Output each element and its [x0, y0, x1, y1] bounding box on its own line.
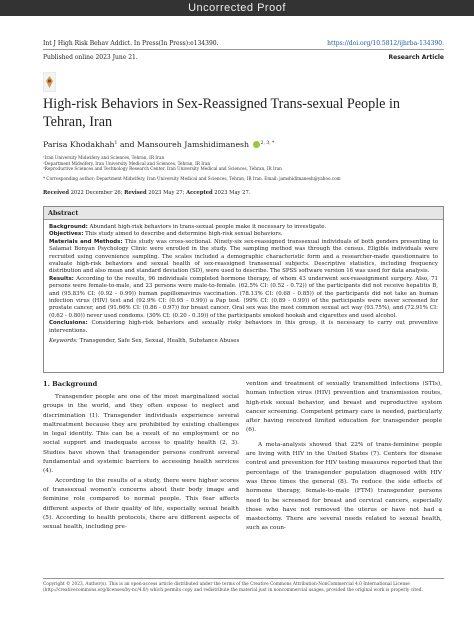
author-1: Parisa Khodakhah	[43, 140, 115, 149]
results-label: Results:	[49, 275, 74, 282]
right-column	[246, 380, 442, 534]
affiliation-1: ¹Iran University Midwifery and Sciences, Tehran, IR Iran	[43, 155, 165, 160]
publication-line	[43, 54, 444, 61]
revised-date: 2023 May 27;	[146, 190, 187, 196]
orcid-icon[interactable]	[253, 141, 260, 148]
header-rule	[43, 49, 444, 50]
keywords-label: Keywords:	[49, 338, 78, 345]
conclusions-label: Conclusions:	[49, 320, 88, 327]
abstract-keywords	[49, 338, 438, 345]
abstract-methods	[49, 239, 438, 276]
abstract-body	[44, 220, 443, 346]
objectives-text: This study aimed to describe and determine high-risk sexual behaviors.	[83, 231, 283, 238]
affiliation-2: ²Department Midwifery, Iran University Medical and Sciences, Tehran, IR Iran	[43, 160, 211, 166]
left-column	[43, 393, 239, 532]
paragraph: Transgender people are one of the most marginalized social groups in the world, and they often expose to neglect and discrimination (1). Transgender individuals experience several maltreatment because they are prohibited by existing challenges in legal identity. This can be a result of no employment or no social support and inadequate access to quality health (2, 3). Studies have shown that transgender persons confront several fundamental and systemic barriers to accessing health services (4).	[43, 394, 239, 475]
background-label: Background:	[49, 224, 88, 230]
revised-label: Revised	[124, 190, 147, 196]
accepted-label: Accepted	[186, 190, 213, 196]
author-conjunction: and	[117, 140, 137, 149]
paragraph: vention and treatment of sexually transmitted infections (STIs), human infection virus (HIV) prevention and transmission routes, high-risk sexual behavior, and breast and reproductive system cancer screening. Competent primary care is needed, particularly after having received limited education for transgender people (6).	[246, 381, 442, 434]
paragraph: According to the results of a study, there were higher scores of transsexual women's concerns about their body image and feminine role compared to normal people. This fear affects different aspects of their quality of life, especially sexual health (5). According to health protocols, there are different aspects of sexual health, including pre-	[43, 477, 239, 531]
received-date: 2022 December 26;	[68, 190, 125, 196]
published-date: Published online 2023 June 21.	[43, 54, 138, 61]
abstract-background	[49, 224, 438, 231]
accepted-date: 2023 May 27.	[212, 190, 251, 196]
author-2-affiliation: 2, 3, *	[260, 141, 275, 146]
results-text: According to the results, 96 individuals completed hormone therapy, of whom 43 underwent sex-reassignment surgery. Also, 71 persons were female-to-male, and 23 persons were male-to-female. (62.5% CI: (0.52 - 0.72)) of the participants did not receive hepatitis B, and (95.83% CI: (0.92 - 0.99)) human papillomavirus vaccination. (78.13% CI: (0.68 - 0.85)) of the participants did not take an human infection virus (HIV) test and (92.9% CI: (0.95 - 0.99)) a Pap test. (99% CI: (0.89 - 0.99)) of the participants were never screened for prostate cancer, and (91.66% CI: (0.86 - 0.97)) for breast cancer. Oral sex was the most common sexual act way (93.75%), and (72.91% CI: (0.62 - 0.80)) never used condoms. (30% CI: (0.20 - 0.39)) of the participants smoked hookah and cigarettes and used alcohol.	[49, 275, 438, 319]
article-title: High-risk Behaviors in Sex-Reassigned Trans-sexual People in Tehran, Iran	[43, 96, 401, 130]
received-label: Received	[43, 190, 69, 196]
conclusions-text: Considering high-risk behaviors and sexually risky behaviors in this group, it is necessary to carry out preventive interventions.	[49, 320, 438, 334]
copyright-notice: Copyright © 2023, Author(s). This is an open-access article distributed under the terms of the Creative Commons Attribution-NonCommercial 4.0 International License (http://creativecommons.org/licenses/by-nc/4.0/) which permits copy and redistribute the material just in noncommercial usages, provided the original work is properly cited.	[43, 582, 423, 593]
objectives-label: Objectives:	[49, 231, 84, 238]
section-heading: 1. Background	[43, 380, 98, 388]
methods-label: Materials and Methods:	[49, 238, 123, 245]
keywords-text: Transgender, Safe Sex, Sexual, Health, Substance Abuses	[77, 338, 240, 345]
article-dates	[43, 190, 250, 196]
abstract-conclusions	[49, 320, 438, 335]
author-2: Mansoureh Jamshidimanesh	[137, 140, 250, 149]
journal-logo-icon	[43, 72, 56, 92]
abstract-results	[49, 276, 438, 320]
paragraph: A meta-analysis showed that 22% of trans-feminine people are living with HIV in the United States (7). Centers for disease control and prevention for HIV testing measures reported that the percentage of the transgender population diagnosed with HIV was three times the general (8). To reduce the side effects of hormone therapy, female-to-male (FTM) transgender persons need to be screened for breast and cervical cancers, especially those who have not removed the uterus or have not had a mastectomy. There are several needs related to sexual health, such as coun-	[246, 441, 442, 532]
corresponding-author: * Corresponding author: Department Midwifery, Iran University Medical and Sciences, Tehran, IR Iran. Email: jamshidimanesh@yahoo.com	[43, 176, 341, 181]
doi-link[interactable]: https://doi.org/10.5812/ijhrba-134390.	[327, 40, 444, 47]
abstract-box	[43, 206, 444, 373]
author-line	[43, 140, 274, 149]
article-type: Research Article	[388, 54, 444, 61]
journal-header	[43, 40, 444, 47]
abstract-heading: Abstract	[44, 207, 443, 220]
background-text: Abundant high-risk behaviors in trans-sexual people make it necessary to investigate.	[87, 224, 327, 230]
methods-text: This study was cross-sectional. Ninety-six sex-reassigned transsexual individuals of both genders presenting to Salamat Bonyan Psychology Clinic were enrolled in the study. The sampling method was through the census. Eligible individuals were recruited using convenience sampling. The scales included a demographic characteristic form and a researcher-made questionnaire to evaluate high-risk behaviors and sexual health of sex-reassigned transsexual subjects. Descriptive statistics, including frequency distribution and also mean and standard deviation (SD), were used to describe. The SPSS software version 16 was used for data analysis.	[49, 238, 438, 275]
uncorrected-proof-banner: Uncorrected Proof	[0, 0, 474, 16]
author-1-affiliation: 1	[114, 141, 118, 146]
abstract-objectives	[49, 231, 438, 238]
journal-citation: Int J High Risk Behav Addict. In Press(In Press):e134390.	[43, 40, 219, 47]
footer-rule	[43, 578, 444, 579]
affiliation-3: ³Reproductive Sciences and Technology Research Center, Iran University Medical and Sciences, Tehran, IR Iran	[43, 166, 282, 171]
